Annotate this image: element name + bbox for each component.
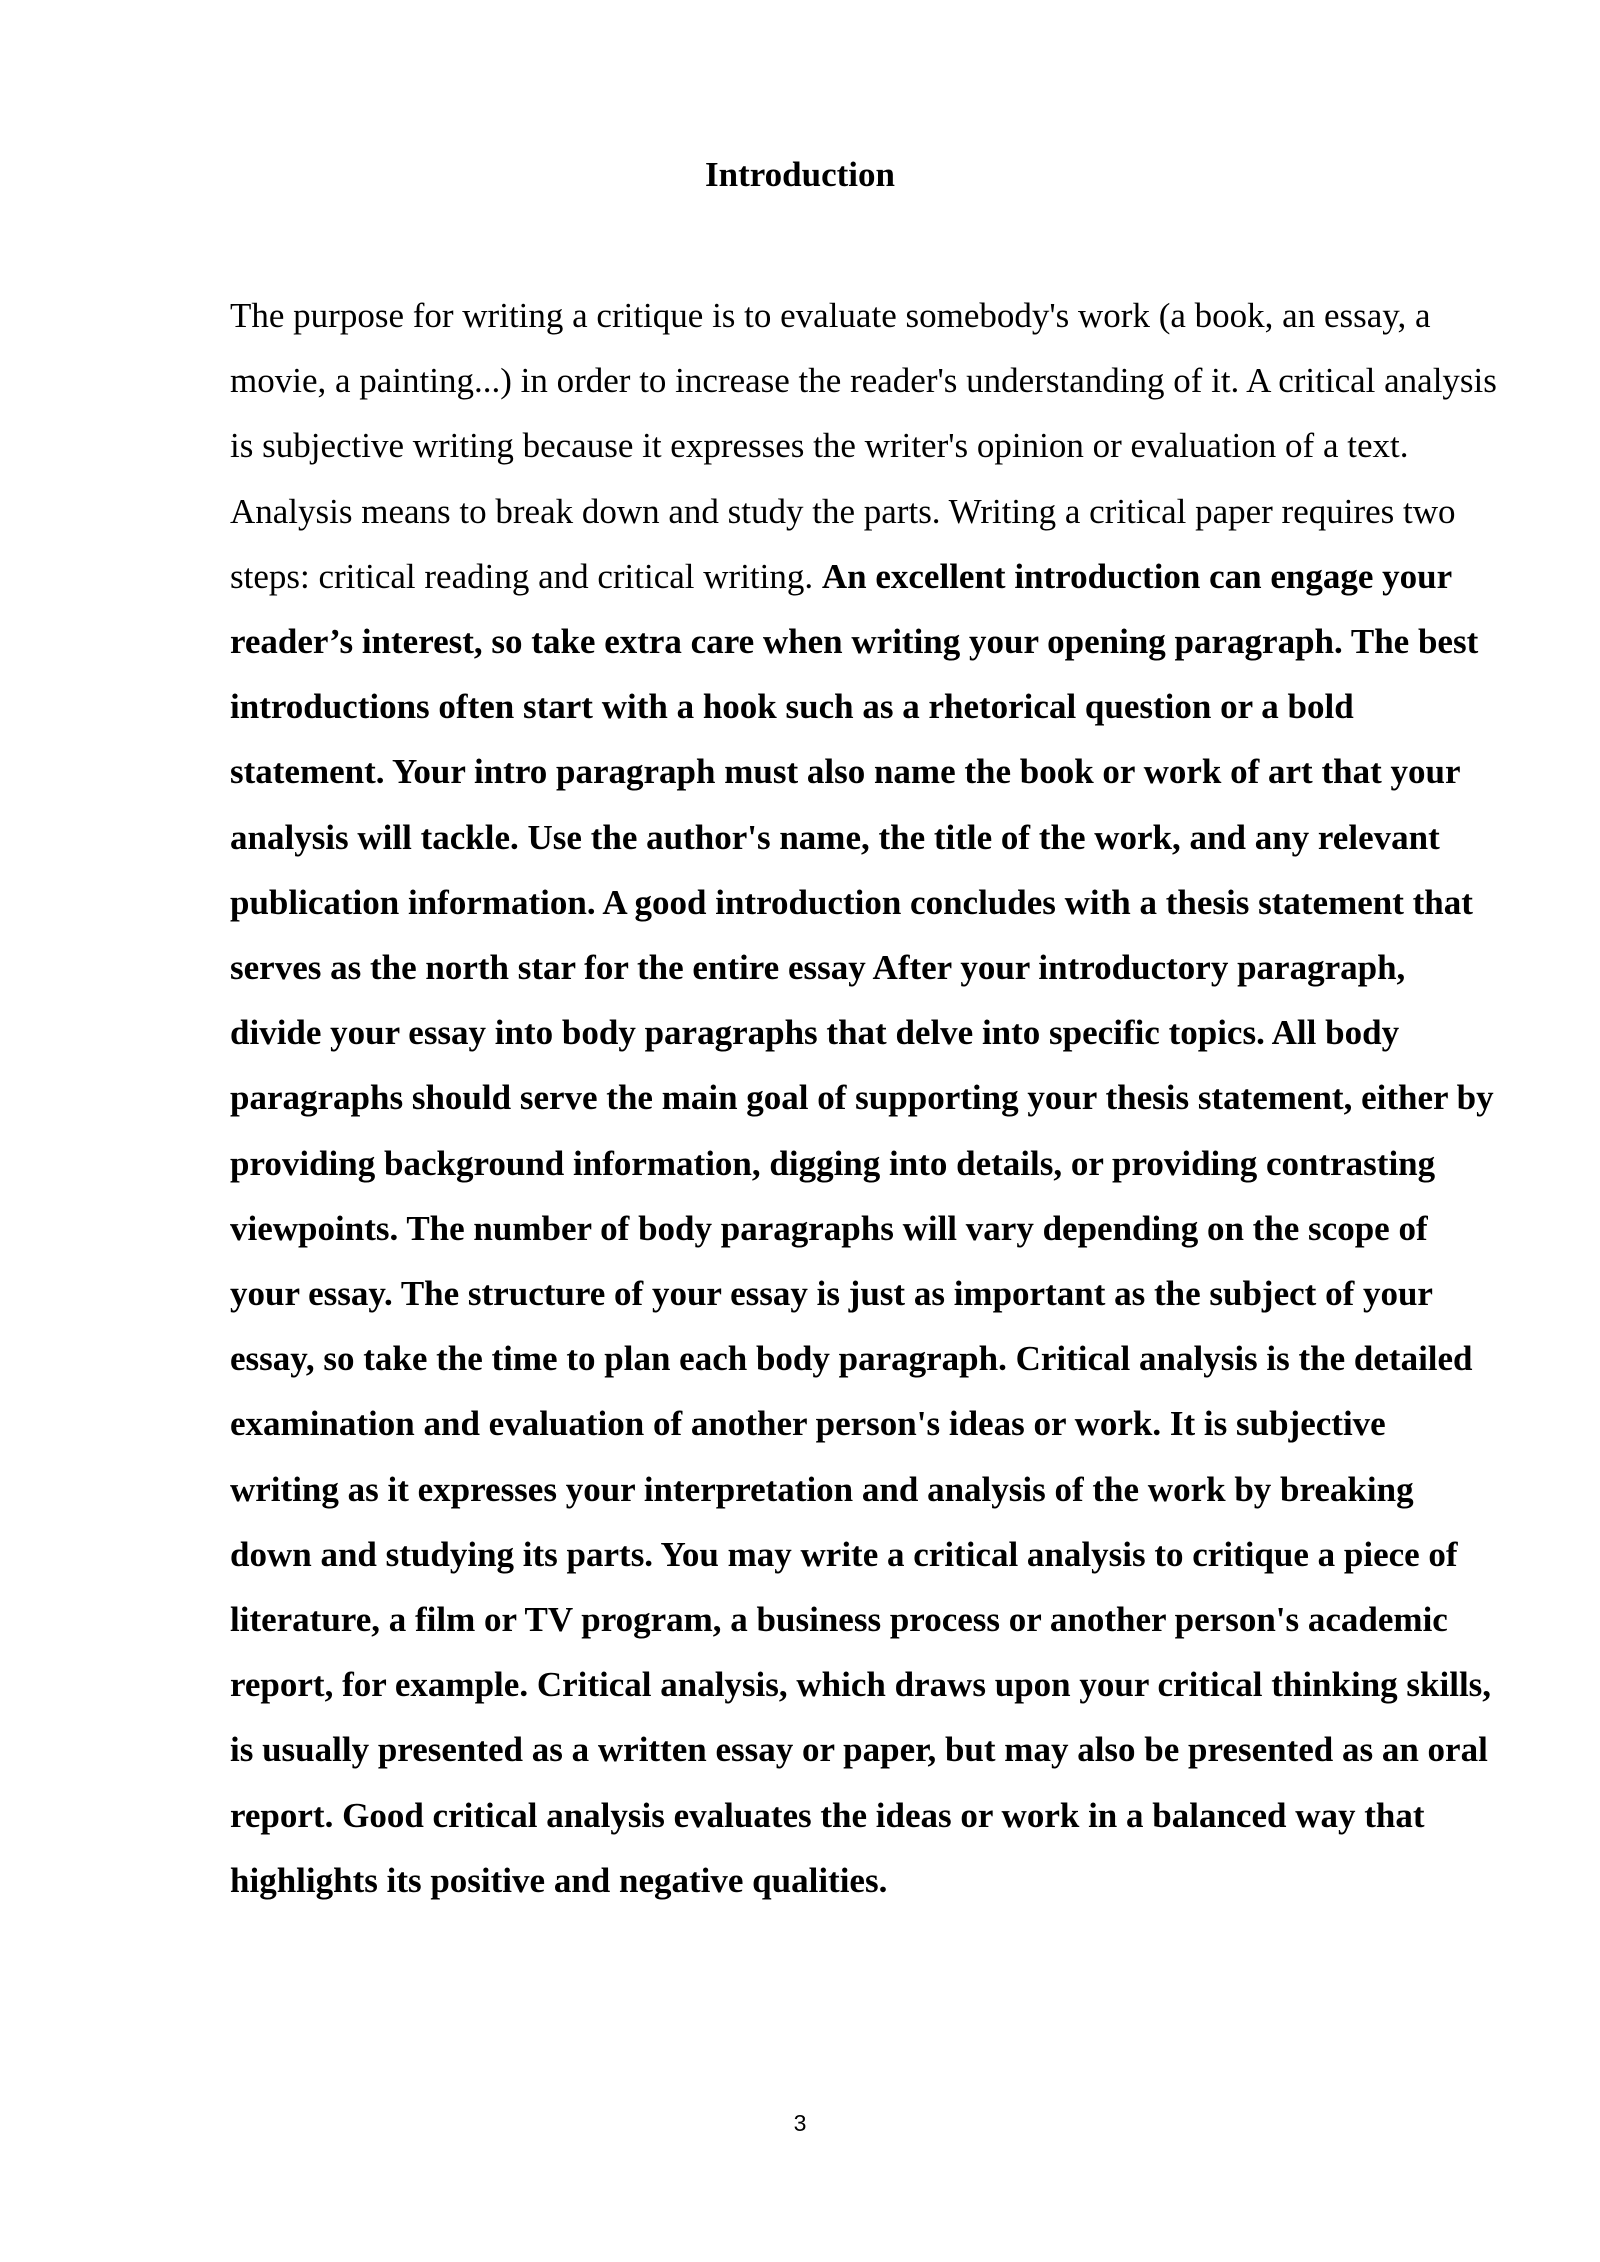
page-title: Introduction — [705, 155, 895, 194]
page-number: 3 — [793, 2110, 807, 2136]
paragraph-bold-text: An excellent introduction can engage your reader’s interest, so take extra care when writing your opening paragraph. The best introductions often start with a hook such as a rhetorical question or a bold statement. Your intro paragraph must also name the book or work of art that your analysis will tackle. Use the author's name, the title of the work, and any relevant publication information. A good introduction concludes with a thesis statement that serves as the north star for the entire essay After your introductory paragraph, divide your essay into body paragraphs that delve into specific topics. All body paragraphs should serve the main goal of supporting your thesis statement, either by providing background information, digging into details, or providing contrasting viewpoints. The number of body paragraphs will vary depending on the scope of your essay. The structure of your essay is just as important as the subject of your essay, so take the time to plan each body paragraph. Critical analysis is the detailed examination and evaluation of another person's ideas or work. It is subjective writing as it expresses your interpretation and analysis of the work by breaking down and studying its parts. You may write a critical analysis to critique a piece of literature, a film or TV program, a business process or another person's academic report, for example. Critical analysis, which draws upon your critical thinking skills, is usually presented as a written essay or paper, but may also be presented as an oral report. Good critical analysis evaluates the ideas or work in a balanced way that highlights its positive and negative qualities. — [230, 556, 1494, 1900]
body-paragraph — [230, 283, 1500, 1913]
paragraph-regular-text: The purpose for writing a critique is to evaluate somebody's work (a book, an essay, a movie, a painting...) in order to increase the reader's understanding of it. A critical analysis is subjective writing because it expresses the writer's opinion or evaluation of a text. Analysis means to break down and study the parts. Writing a critical paper requires two steps: critical reading and critical writing. — [230, 296, 1497, 596]
